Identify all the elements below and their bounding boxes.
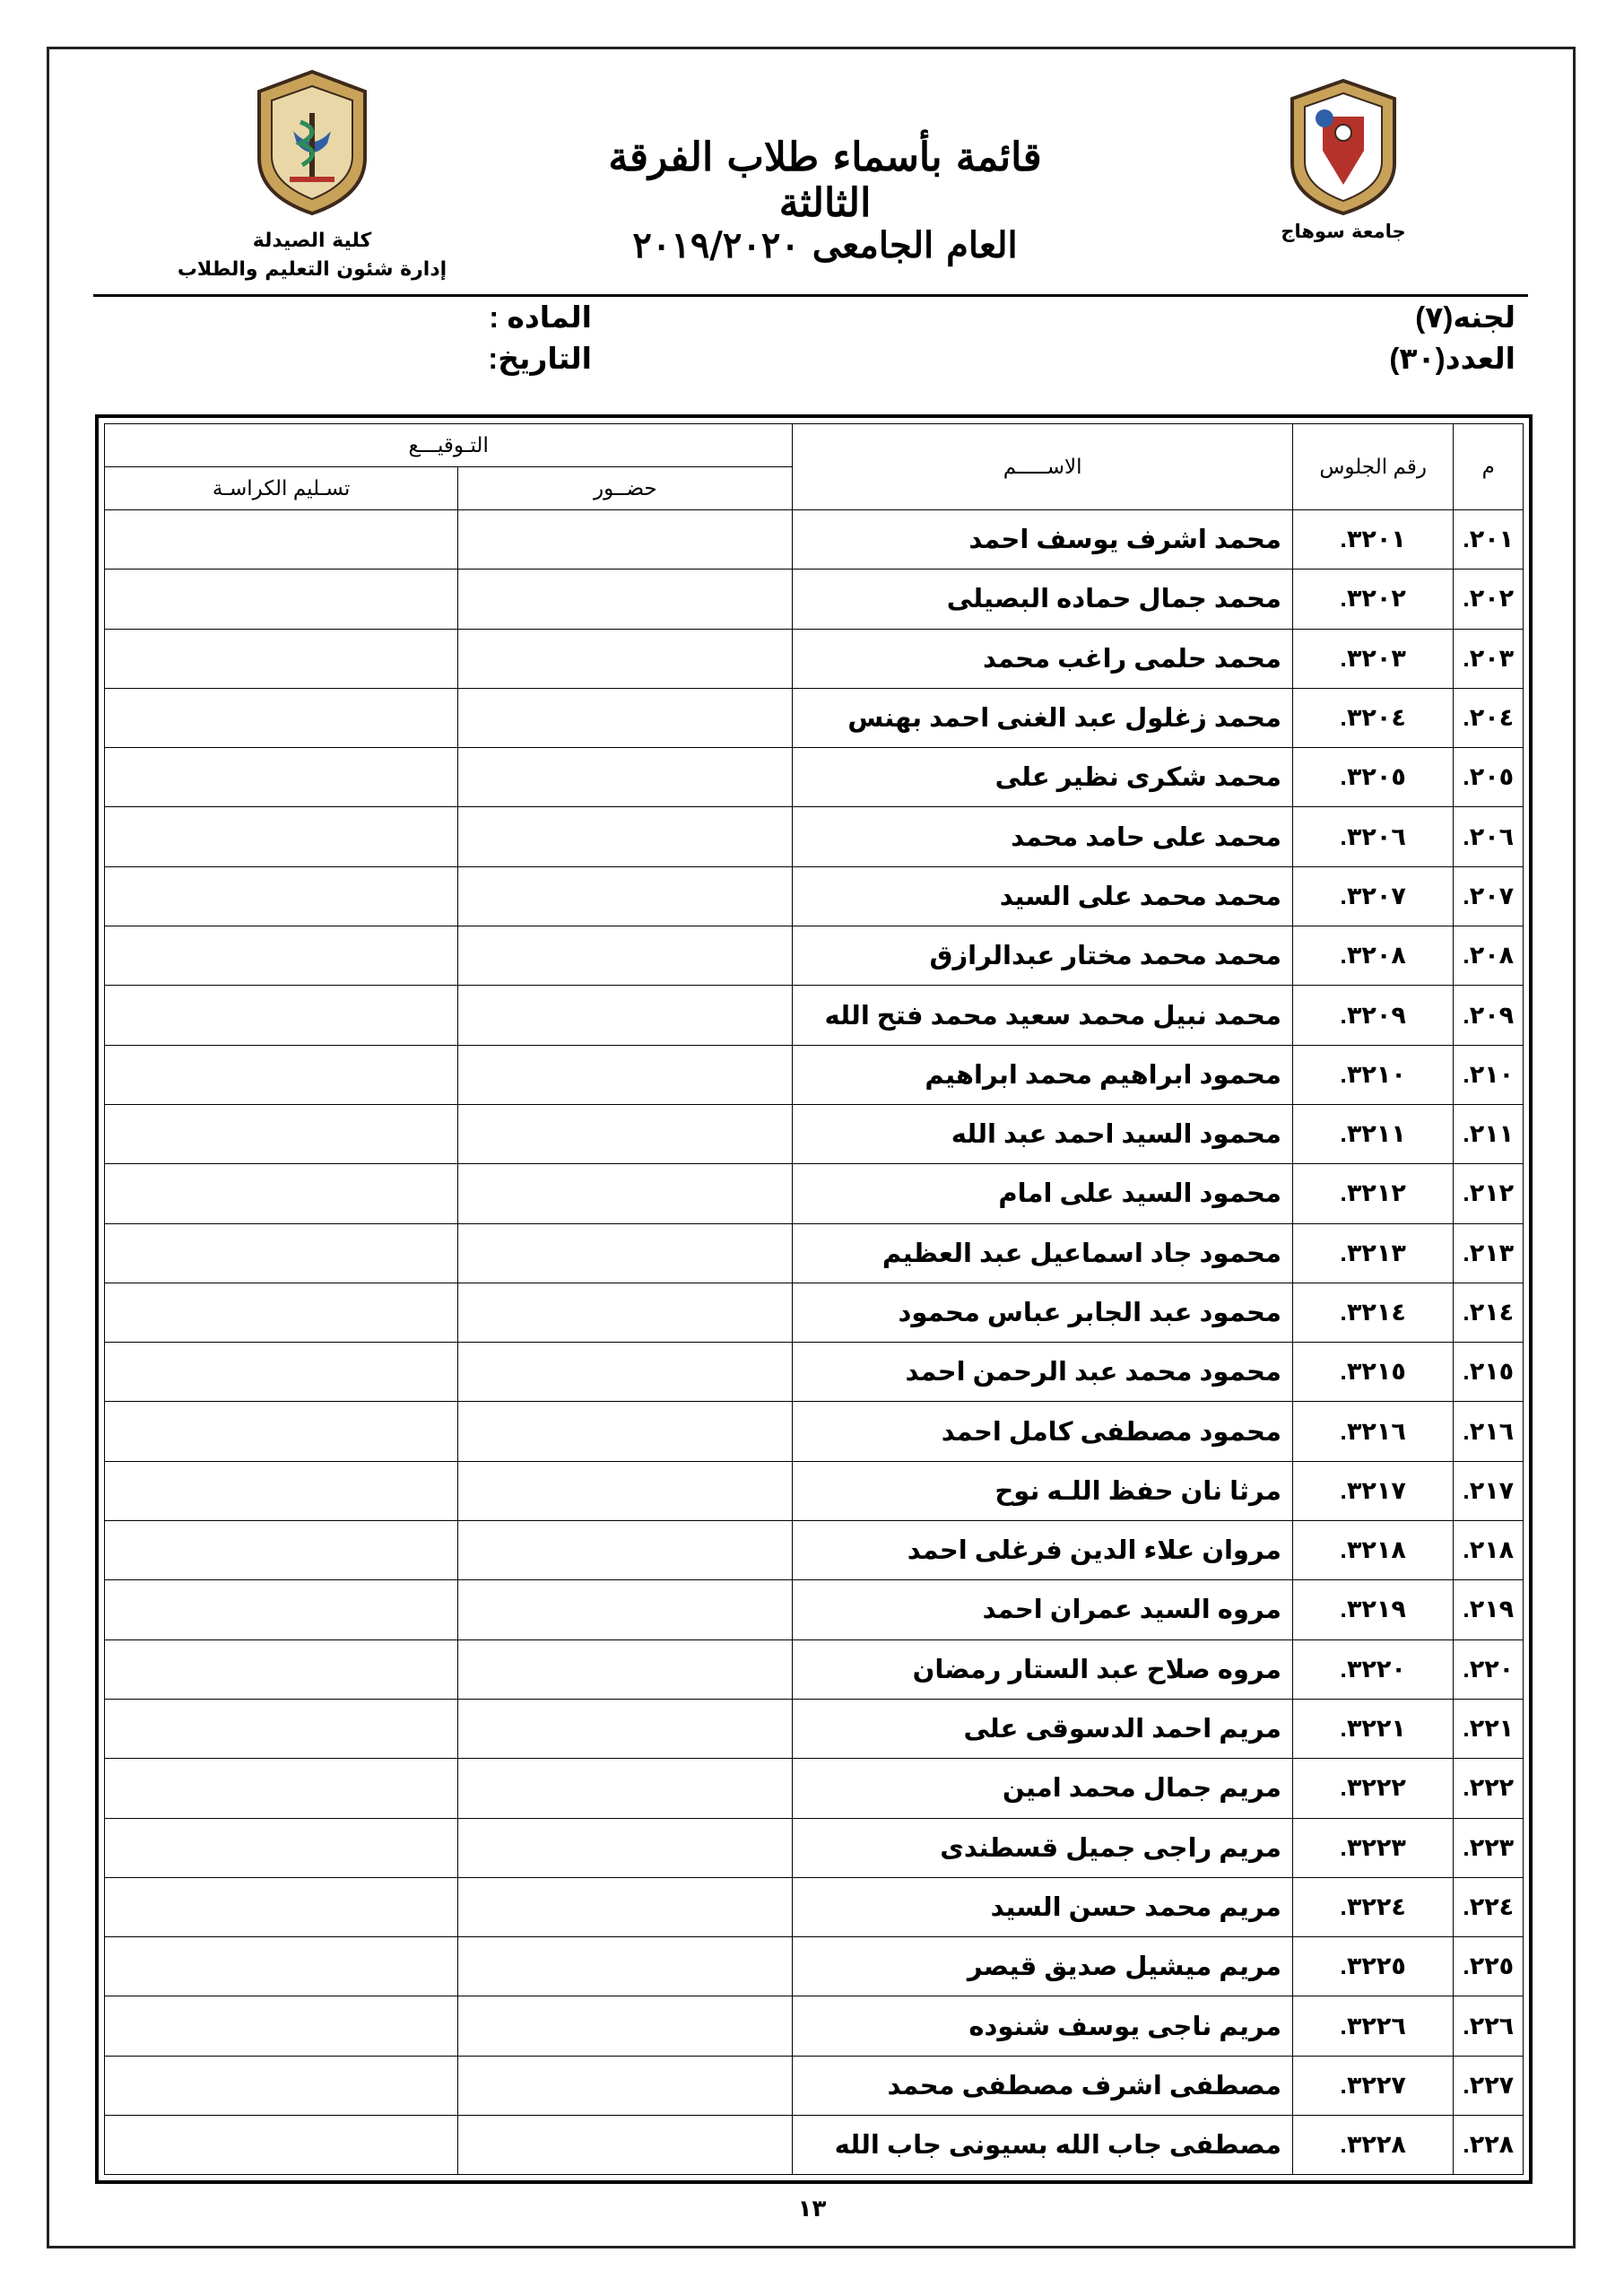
student-name-cell: محمود محمد عبد الرحمن احمد: [793, 1343, 1293, 1402]
seat-number-cell: ٣٢٢٥.: [1292, 1937, 1453, 1996]
attendance-signature-cell[interactable]: [458, 629, 793, 688]
row-index: ٢٠٦.: [1454, 807, 1524, 866]
row-index: ٢١٠.: [1454, 1045, 1524, 1104]
academic-year: العام الجامعى ٢٠١٩/٢٠٢٠: [632, 224, 1018, 266]
attendance-signature-cell[interactable]: [458, 1223, 793, 1283]
table-row: [105, 866, 1524, 926]
table-row: [105, 2116, 1524, 2175]
row-index: ٢١٣.: [1454, 1223, 1524, 1283]
table-row: [105, 1045, 1524, 1104]
student-name-cell: محمد حلمى راغب محمد: [793, 629, 1293, 688]
table-row: [105, 1818, 1524, 1877]
table-row: [105, 1402, 1524, 1461]
attendance-signature-cell[interactable]: [458, 2056, 793, 2115]
row-index: ٢٠٥.: [1454, 748, 1524, 807]
booklet-signature-cell[interactable]: [105, 1818, 458, 1877]
seat-number-cell: ٣٢١٨.: [1292, 1521, 1453, 1580]
attendance-signature-cell[interactable]: [458, 986, 793, 1045]
column-header-index: م: [1454, 424, 1524, 510]
seat-number-cell: ٣٢٢٤.: [1292, 1877, 1453, 1936]
booklet-signature-cell[interactable]: [105, 748, 458, 807]
booklet-signature-cell[interactable]: [105, 986, 458, 1045]
student-name-cell: مروان علاء الدين فرغلى احمد: [793, 1521, 1293, 1580]
table-row: [105, 1937, 1524, 1996]
student-name-cell: محمد جمال حماده البصيلى: [793, 570, 1293, 629]
attendance-signature-cell[interactable]: [458, 1639, 793, 1699]
attendance-signature-cell[interactable]: [458, 748, 793, 807]
faculty-of-pharmacy-logo-icon: [254, 68, 370, 217]
student-name-cell: مريم احمد الدسوقى على: [793, 1699, 1293, 1758]
booklet-signature-cell[interactable]: [105, 1877, 458, 1936]
row-index: ٢٢٤.: [1454, 1877, 1524, 1936]
row-index: ٢١٦.: [1454, 1402, 1524, 1461]
seat-number-cell: ٣٢٢٦.: [1292, 1996, 1453, 2056]
table-row: [105, 629, 1524, 688]
row-index: ٢٢٢.: [1454, 1759, 1524, 1818]
booklet-signature-cell[interactable]: [105, 688, 458, 747]
row-index: ٢١٧.: [1454, 1461, 1524, 1520]
attendance-signature-cell[interactable]: [458, 510, 793, 570]
attendance-signature-cell[interactable]: [458, 1996, 793, 2056]
table-row: [105, 986, 1524, 1045]
student-name-cell: محمد محمد مختار عبدالرازق: [793, 926, 1293, 986]
table-row: [105, 807, 1524, 866]
attendance-signature-cell[interactable]: [458, 1937, 793, 1996]
row-index: ٢١٨.: [1454, 1521, 1524, 1580]
university-name-caption: جامعة سوهاج: [1281, 221, 1406, 242]
seat-number-cell: ٣٢٠٧.: [1292, 866, 1453, 926]
row-index: ٢١٢.: [1454, 1164, 1524, 1223]
table-row: [105, 1877, 1524, 1936]
booklet-signature-cell[interactable]: [105, 1104, 458, 1163]
attendance-signature-cell[interactable]: [458, 1343, 793, 1402]
booklet-signature-cell[interactable]: [105, 510, 458, 570]
student-name-cell: مريم جمال محمد امين: [793, 1759, 1293, 1818]
student-name-cell: مروه السيد عمران احمد: [793, 1580, 1293, 1639]
booklet-signature-cell[interactable]: [105, 1223, 458, 1283]
seat-number-cell: ٣٢٢٨.: [1292, 2116, 1453, 2175]
student-name-cell: مرثا نان حفظ اللـه نوح: [793, 1461, 1293, 1520]
subject-label: الماده :: [489, 300, 592, 334]
row-index: ٢١٥.: [1454, 1343, 1524, 1402]
seat-number-cell: ٣٢١٢.: [1292, 1164, 1453, 1223]
booklet-signature-cell[interactable]: [105, 2116, 458, 2175]
column-header-attendance: حضــور: [458, 467, 793, 510]
booklet-signature-cell[interactable]: [105, 1699, 458, 1758]
table-row: [105, 1164, 1524, 1223]
attendance-signature-cell[interactable]: [458, 807, 793, 866]
column-header-seat-number: رقم الجلوس: [1292, 424, 1453, 510]
row-index: ٢١١.: [1454, 1104, 1524, 1163]
count-label: العدد(٣٠): [1389, 342, 1515, 375]
table-row: [105, 570, 1524, 629]
booklet-signature-cell[interactable]: [105, 1639, 458, 1699]
student-name-cell: مريم راجى جميل قسطندى: [793, 1818, 1293, 1877]
table-row: [105, 2056, 1524, 2115]
table-row: [105, 1283, 1524, 1342]
seat-number-cell: ٣٢٠٥.: [1292, 748, 1453, 807]
student-name-cell: محمود السيد احمد عبد الله: [793, 1104, 1293, 1163]
booklet-signature-cell[interactable]: [105, 1580, 458, 1639]
attendance-signature-cell[interactable]: [458, 1877, 793, 1936]
table-row: [105, 1223, 1524, 1283]
row-index: ٢٢٨.: [1454, 2116, 1524, 2175]
table-row: [105, 1104, 1524, 1163]
student-name-cell: مريم ميشيل صديق قيصر: [793, 1937, 1293, 1996]
row-index: ٢٢١.: [1454, 1699, 1524, 1758]
student-name-cell: محمود ابراهيم محمد ابراهيم: [793, 1045, 1293, 1104]
booklet-signature-cell[interactable]: [105, 1283, 458, 1342]
row-index: ٢٢٠.: [1454, 1639, 1524, 1699]
table-row: [105, 1521, 1524, 1580]
student-name-cell: مصطفى اشرف مصطفى محمد: [793, 2056, 1293, 2115]
attendance-signature-cell[interactable]: [458, 1818, 793, 1877]
seat-number-cell: ٣٢٠٢.: [1292, 570, 1453, 629]
booklet-signature-cell[interactable]: [105, 1996, 458, 2056]
table-row: [105, 510, 1524, 570]
booklet-signature-cell[interactable]: [105, 807, 458, 866]
sohag-university-logo-icon: [1287, 77, 1400, 217]
seat-number-cell: ٣٢١٥.: [1292, 1343, 1453, 1402]
student-name-cell: محمود مصطفى كامل احمد: [793, 1402, 1293, 1461]
seat-number-cell: ٣٢٢١.: [1292, 1699, 1453, 1758]
booklet-signature-cell[interactable]: [105, 1045, 458, 1104]
attendance-signature-cell[interactable]: [458, 1759, 793, 1818]
seat-number-cell: ٣٢٠٤.: [1292, 688, 1453, 747]
student-name-cell: محمد محمد على السيد: [793, 866, 1293, 926]
student-name-cell: محمود عبد الجابر عباس محمود: [793, 1283, 1293, 1342]
seat-number-cell: ٣٢٠١.: [1292, 510, 1453, 570]
attendance-signature-cell[interactable]: [458, 2116, 793, 2175]
faculty-name-caption: كلية الصيدلة: [252, 230, 372, 252]
row-index: ٢٠١.: [1454, 510, 1524, 570]
seat-number-cell: ٣٢٠٣.: [1292, 629, 1453, 688]
table-row: [105, 1759, 1524, 1818]
attendance-signature-cell[interactable]: [458, 1045, 793, 1104]
booklet-signature-cell[interactable]: [105, 926, 458, 986]
row-index: ٢٠٣.: [1454, 629, 1524, 688]
row-index: ٢٠٤.: [1454, 688, 1524, 747]
attendance-signature-cell[interactable]: [458, 1283, 793, 1342]
booklet-signature-cell[interactable]: [105, 1521, 458, 1580]
students-table: [95, 414, 1533, 2184]
attendance-signature-cell[interactable]: [458, 1699, 793, 1758]
seat-number-cell: ٣٢١٠.: [1292, 1045, 1453, 1104]
student-name-cell: محمد شكرى نظير على: [793, 748, 1293, 807]
column-header-signature: التـوقيـــع: [105, 424, 793, 467]
booklet-signature-cell[interactable]: [105, 629, 458, 688]
row-index: ٢١٩.: [1454, 1580, 1524, 1639]
attendance-signature-cell[interactable]: [458, 688, 793, 747]
table-row: [105, 1343, 1524, 1402]
attendance-signature-cell[interactable]: [458, 570, 793, 629]
attendance-signature-cell[interactable]: [458, 1104, 793, 1163]
row-index: ٢٠٢.: [1454, 570, 1524, 629]
table-row: [105, 1996, 1524, 2056]
date-label: التاريخ:: [488, 342, 592, 375]
column-header-name: الاســـــم: [793, 424, 1293, 510]
seat-number-cell: ٣٢١٤.: [1292, 1283, 1453, 1342]
row-index: ٢٢٦.: [1454, 1996, 1524, 2056]
seat-number-cell: ٣٢٢٧.: [1292, 2056, 1453, 2115]
header-divider: [93, 294, 1528, 297]
row-index: ٢١٤.: [1454, 1283, 1524, 1342]
student-name-cell: مريم محمد حسن السيد: [793, 1877, 1293, 1936]
student-name-cell: محمد نبيل محمد سعيد محمد فتح الله: [793, 986, 1293, 1045]
attendance-signature-cell[interactable]: [458, 1402, 793, 1461]
student-name-cell: محمد زغلول عبد الغنى احمد بهنس: [793, 688, 1293, 747]
row-index: ٢٢٣.: [1454, 1818, 1524, 1877]
department-caption: إدارة شئون التعليم والطلاب: [177, 258, 447, 281]
table-row: [105, 1580, 1524, 1639]
seat-number-cell: ٣٢٢٠.: [1292, 1639, 1453, 1699]
table-row: [105, 926, 1524, 986]
attendance-signature-cell[interactable]: [458, 1164, 793, 1223]
table-row: [105, 748, 1524, 807]
row-index: ٢٠٨.: [1454, 926, 1524, 986]
student-name-cell: مصطفى جاب الله بسيونى جاب الله: [793, 2116, 1293, 2175]
attendance-signature-cell[interactable]: [458, 1461, 793, 1520]
student-name-cell: محمود السيد على امام: [793, 1164, 1293, 1223]
document-title: قائمة بأسماء طلاب الفرقة الثالثة: [608, 135, 1042, 226]
seat-number-cell: ٣٢٠٦.: [1292, 807, 1453, 866]
seat-number-cell: ٣٢١٩.: [1292, 1580, 1453, 1639]
row-index: ٢٢٧.: [1454, 2056, 1524, 2115]
seat-number-cell: ٣٢٠٩.: [1292, 986, 1453, 1045]
booklet-signature-cell[interactable]: [105, 1759, 458, 1818]
page-number: ١٣: [797, 2196, 827, 2222]
student-name-cell: محمد على حامد محمد: [793, 807, 1293, 866]
attendance-signature-cell[interactable]: [458, 1580, 793, 1639]
column-header-booklet-delivery: تسـليم الكراسـة: [105, 467, 458, 510]
student-name-cell: محمد اشرف يوسف احمد: [793, 510, 1293, 570]
booklet-signature-cell[interactable]: [105, 866, 458, 926]
table-row: [105, 688, 1524, 747]
booklet-signature-cell[interactable]: [105, 1461, 458, 1520]
seat-number-cell: ٣٢١٦.: [1292, 1402, 1453, 1461]
seat-number-cell: ٣٢٢٢.: [1292, 1759, 1453, 1818]
attendance-signature-cell[interactable]: [458, 926, 793, 986]
table-row: [105, 1461, 1524, 1520]
seat-number-cell: ٣٢١٣.: [1292, 1223, 1453, 1283]
booklet-signature-cell[interactable]: [105, 1937, 458, 1996]
table-row: [105, 1699, 1524, 1758]
booklet-signature-cell[interactable]: [105, 1343, 458, 1402]
seat-number-cell: ٣٢٠٨.: [1292, 926, 1453, 986]
student-name-cell: محمود جاد اسماعيل عبد العظيم: [793, 1223, 1293, 1283]
seat-number-cell: ٣٢٢٣.: [1292, 1818, 1453, 1877]
committee-label: لجنه(٧): [1415, 300, 1515, 334]
seat-number-cell: ٣٢١١.: [1292, 1104, 1453, 1163]
attendance-signature-cell[interactable]: [458, 866, 793, 926]
row-index: ٢٠٩.: [1454, 986, 1524, 1045]
student-name-cell: مريم ناجى يوسف شنوده: [793, 1996, 1293, 2056]
row-index: ٢٠٧.: [1454, 866, 1524, 926]
table-row: [105, 1639, 1524, 1699]
booklet-signature-cell[interactable]: [105, 1164, 458, 1223]
attendance-signature-cell[interactable]: [458, 1521, 793, 1580]
booklet-signature-cell[interactable]: [105, 570, 458, 629]
booklet-signature-cell[interactable]: [105, 1402, 458, 1461]
seat-number-cell: ٣٢١٧.: [1292, 1461, 1453, 1520]
student-name-cell: مروه صلاح عبد الستار رمضان: [793, 1639, 1293, 1699]
row-index: ٢٢٥.: [1454, 1937, 1524, 1996]
booklet-signature-cell[interactable]: [105, 2056, 458, 2115]
